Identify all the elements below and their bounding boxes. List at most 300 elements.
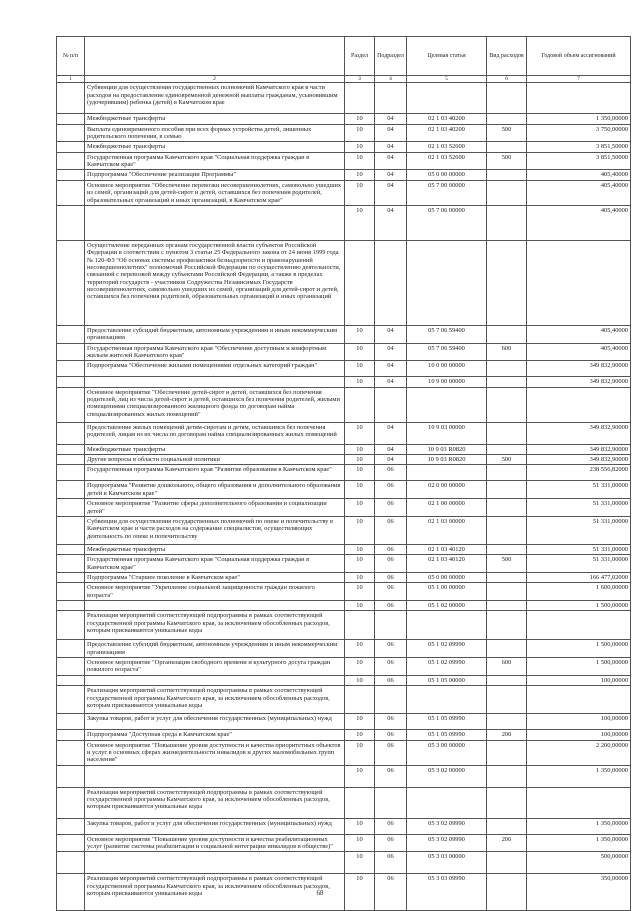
cell-amount: 1 350,00000 bbox=[527, 114, 631, 124]
cell-num bbox=[57, 343, 85, 361]
cell-podrazdel: 06 bbox=[375, 874, 407, 911]
cell-vr bbox=[487, 205, 527, 240]
cell-vr bbox=[487, 601, 527, 611]
cell-podrazdel: 04 bbox=[375, 455, 407, 465]
cell-amount: 405,40000 bbox=[527, 325, 631, 343]
cell-num bbox=[57, 481, 85, 499]
cell-name bbox=[85, 765, 345, 787]
table-row bbox=[57, 444, 631, 454]
cell-name: Субвенции для осуществления государственных полномочий по опеке и попечительству в Камчатском крае и части расходов на содержание специалистов, осуществляющих деятельность по опеке и попечительству bbox=[85, 516, 345, 544]
cell-podrazdel: 06 bbox=[375, 818, 407, 834]
header-name bbox=[85, 37, 345, 76]
header-vr: Вид расходов bbox=[487, 37, 527, 76]
cell-num bbox=[57, 544, 85, 554]
cell-num bbox=[57, 675, 85, 685]
cell-vr bbox=[487, 170, 527, 180]
cell-name: Основное мероприятие "Повышение уровня доступности и качества реабилитационных услуг (развитие системы реабилитации и социальной интеграции инвалидов в обществе)" bbox=[85, 834, 345, 852]
cell-razdel bbox=[345, 787, 375, 818]
cell-podrazdel: 06 bbox=[375, 481, 407, 499]
cell-csr: 05 1 05 09990 bbox=[407, 714, 487, 730]
cell-podrazdel bbox=[375, 83, 407, 114]
cell-num bbox=[57, 422, 85, 444]
cell-name: Межбюджетные трансферты bbox=[85, 444, 345, 454]
cell-name: Межбюджетные трансферты bbox=[85, 114, 345, 124]
table-row bbox=[57, 170, 631, 180]
cell-amount: 405,40000 bbox=[527, 180, 631, 205]
cell-razdel: 10 bbox=[345, 640, 375, 658]
header-num: № п/п bbox=[57, 37, 85, 76]
cell-vr: 600 bbox=[487, 343, 527, 361]
cell-name: Реализация мероприятий соответствующей подпрограммы в рамках соответствующей государственной программы Камчатского края, за исключением обособленных расходов, которым присваиваются уникальные коды bbox=[85, 787, 345, 818]
cell-num bbox=[57, 714, 85, 730]
cell-razdel: 10 bbox=[345, 205, 375, 240]
cell-vr bbox=[487, 114, 527, 124]
cell-name: Подпрограмма "Обеспечение жилыми помещениями отдельных категорий граждан" bbox=[85, 361, 345, 377]
cell-amount: 349 832,90000 bbox=[527, 361, 631, 377]
cell-num bbox=[57, 142, 85, 152]
cell-razdel bbox=[345, 387, 375, 422]
cell-razdel bbox=[345, 83, 375, 114]
header-csr: Целевая статья bbox=[407, 37, 487, 76]
cell-num bbox=[57, 555, 85, 573]
cell-vr: 600 bbox=[487, 658, 527, 676]
table-row bbox=[57, 686, 631, 714]
cell-csr: 05 7 06 59400 bbox=[407, 343, 487, 361]
cell-podrazdel: 06 bbox=[375, 544, 407, 554]
table-row bbox=[57, 640, 631, 658]
table-row bbox=[57, 611, 631, 640]
cell-num bbox=[57, 516, 85, 544]
cell-amount: 51 331,00000 bbox=[527, 516, 631, 544]
cell-csr: 05 3 03 09990 bbox=[407, 874, 487, 911]
cell-num bbox=[57, 83, 85, 114]
cell-amount: 349 832,90000 bbox=[527, 422, 631, 444]
table-row bbox=[57, 142, 631, 152]
cell-amount: 1 350,00000 bbox=[527, 765, 631, 787]
cell-podrazdel: 04 bbox=[375, 325, 407, 343]
cell-num bbox=[57, 686, 85, 714]
cell-razdel: 10 bbox=[345, 465, 375, 481]
budget-table bbox=[56, 36, 631, 911]
cell-csr: 10 0 00 00000 bbox=[407, 361, 487, 377]
cell-num bbox=[57, 834, 85, 852]
cell-csr: 05 0 00 00000 bbox=[407, 170, 487, 180]
cell-podrazdel: 06 bbox=[375, 852, 407, 874]
cell-csr bbox=[407, 240, 487, 325]
cell-csr: 02 1 03 00000 bbox=[407, 516, 487, 544]
column-number: 1 bbox=[57, 76, 85, 83]
cell-csr bbox=[407, 611, 487, 640]
cell-podrazdel: 06 bbox=[375, 516, 407, 544]
cell-amount: 1 500,00000 bbox=[527, 601, 631, 611]
cell-num bbox=[57, 611, 85, 640]
cell-num bbox=[57, 377, 85, 387]
cell-vr bbox=[487, 180, 527, 205]
table-row bbox=[57, 325, 631, 343]
cell-podrazdel: 04 bbox=[375, 152, 407, 170]
cell-vr bbox=[487, 142, 527, 152]
cell-amount: 3 851,50000 bbox=[527, 152, 631, 170]
cell-podrazdel: 06 bbox=[375, 499, 407, 517]
cell-num bbox=[57, 180, 85, 205]
cell-podrazdel: 06 bbox=[375, 730, 407, 740]
cell-num bbox=[57, 152, 85, 170]
cell-razdel: 10 bbox=[345, 152, 375, 170]
cell-num bbox=[57, 114, 85, 124]
cell-name: Реализация мероприятий соответствующей подпрограммы в рамках соответствующей государственной программы Камчатского края, за исключением обособленных расходов, которым присваиваются уникальные коды bbox=[85, 686, 345, 714]
cell-razdel: 10 bbox=[345, 481, 375, 499]
cell-name: Субвенции для осуществления государственных полномочий Камчатского края в части расходов на предоставление единовременной денежной выплаты гражданам, усыновившим (удочерившим) ребенка (детей) в Камчатском крае bbox=[85, 83, 345, 114]
cell-podrazdel: 04 bbox=[375, 343, 407, 361]
cell-razdel: 10 bbox=[345, 675, 375, 685]
cell-name: Предоставление субсидий бюджетным, автономным учреждениям и иным некоммерческим организациям bbox=[85, 640, 345, 658]
table-row bbox=[57, 240, 631, 325]
cell-amount: 1 600,00000 bbox=[527, 583, 631, 601]
cell-podrazdel: 06 bbox=[375, 834, 407, 852]
table-row bbox=[57, 583, 631, 601]
cell-razdel: 10 bbox=[345, 544, 375, 554]
cell-name: Предоставление жилых помещений детям-сиротам и детям, оставшимся без попечения родителей, лицам из их числа по договорам найма специализированных жилых помещений bbox=[85, 422, 345, 444]
cell-csr: 05 3 02 00000 bbox=[407, 765, 487, 787]
table-body bbox=[57, 83, 631, 911]
cell-csr: 05 7 06 59400 bbox=[407, 325, 487, 343]
table-row bbox=[57, 361, 631, 377]
cell-podrazdel bbox=[375, 611, 407, 640]
cell-vr: 200 bbox=[487, 730, 527, 740]
cell-vr bbox=[487, 611, 527, 640]
cell-amount: 500,00000 bbox=[527, 852, 631, 874]
cell-csr bbox=[407, 465, 487, 481]
cell-vr: 200 bbox=[487, 834, 527, 852]
cell-num bbox=[57, 465, 85, 481]
cell-name: Основное мероприятие "Укрепление социальной защищенности граждан пожилого возраста" bbox=[85, 583, 345, 601]
cell-name: Государственная программа Камчатского края "Обеспечение доступным и комфортным жильем жителей Камчатского края" bbox=[85, 343, 345, 361]
table-row bbox=[57, 180, 631, 205]
table-row bbox=[57, 205, 631, 240]
cell-num bbox=[57, 170, 85, 180]
cell-vr bbox=[487, 818, 527, 834]
cell-razdel: 10 bbox=[345, 852, 375, 874]
column-number: 7 bbox=[527, 76, 631, 83]
table-row bbox=[57, 516, 631, 544]
column-number: 5 bbox=[407, 76, 487, 83]
table-row bbox=[57, 658, 631, 676]
cell-vr bbox=[487, 444, 527, 454]
cell-razdel: 10 bbox=[345, 377, 375, 387]
cell-razdel bbox=[345, 240, 375, 325]
cell-csr bbox=[407, 686, 487, 714]
cell-name: Подпрограмма "Доступная среда в Камчатском крае" bbox=[85, 730, 345, 740]
cell-csr bbox=[407, 387, 487, 422]
cell-razdel: 10 bbox=[345, 422, 375, 444]
cell-podrazdel: 06 bbox=[375, 740, 407, 765]
cell-amount: 349 832,90000 bbox=[527, 455, 631, 465]
cell-csr: 05 1 02 09990 bbox=[407, 658, 487, 676]
cell-vr bbox=[487, 675, 527, 685]
cell-csr: 05 7 06 00000 bbox=[407, 205, 487, 240]
cell-num bbox=[57, 658, 85, 676]
cell-name: Государственная программа Камчатского края "Развитие образования в Камчатском крае" bbox=[85, 465, 345, 481]
cell-num bbox=[57, 852, 85, 874]
cell-csr: 05 3 03 00000 bbox=[407, 852, 487, 874]
cell-podrazdel: 04 bbox=[375, 361, 407, 377]
cell-razdel: 10 bbox=[345, 730, 375, 740]
cell-vr bbox=[487, 544, 527, 554]
column-number: 6 bbox=[487, 76, 527, 83]
cell-amount: 349 832,90000 bbox=[527, 377, 631, 387]
cell-podrazdel: 06 bbox=[375, 658, 407, 676]
cell-name bbox=[85, 852, 345, 874]
header-razdel: Раздел bbox=[345, 37, 375, 76]
cell-vr bbox=[487, 387, 527, 422]
cell-num bbox=[57, 740, 85, 765]
cell-amount: 349 832,90000 bbox=[527, 444, 631, 454]
table-row bbox=[57, 852, 631, 874]
cell-name: Основное мероприятие "Организация свободного времени и культурного досуга граждан пожилого возраста" bbox=[85, 658, 345, 676]
cell-num bbox=[57, 499, 85, 517]
cell-podrazdel bbox=[375, 240, 407, 325]
cell-amount bbox=[527, 240, 631, 325]
cell-razdel: 10 bbox=[345, 114, 375, 124]
cell-vr bbox=[487, 740, 527, 765]
cell-razdel: 10 bbox=[345, 765, 375, 787]
cell-amount: 100,00000 bbox=[527, 714, 631, 730]
cell-vr: 500 bbox=[487, 124, 527, 142]
cell-podrazdel: 06 bbox=[375, 675, 407, 685]
cell-num bbox=[57, 240, 85, 325]
cell-csr: 02 1 00 00000 bbox=[407, 499, 487, 517]
cell-razdel: 10 bbox=[345, 583, 375, 601]
cell-name: Реализация мероприятий соответствующей подпрограммы в рамках соответствующей государственной программы Камчатского края, за исключением обособленных расходов, которым присваиваются уникальные коды bbox=[85, 874, 345, 911]
cell-name: Подпрограмма "Обеспечение реализации Программы" bbox=[85, 170, 345, 180]
cell-razdel: 10 bbox=[345, 455, 375, 465]
cell-razdel: 10 bbox=[345, 555, 375, 573]
cell-razdel: 10 bbox=[345, 834, 375, 852]
cell-num bbox=[57, 640, 85, 658]
cell-podrazdel: 04 bbox=[375, 444, 407, 454]
cell-razdel bbox=[345, 611, 375, 640]
cell-csr: 02 1 03 40120 bbox=[407, 544, 487, 554]
cell-razdel: 10 bbox=[345, 325, 375, 343]
cell-vr bbox=[487, 361, 527, 377]
table-row bbox=[57, 152, 631, 170]
cell-vr bbox=[487, 714, 527, 730]
cell-csr: 05 3 02 09990 bbox=[407, 818, 487, 834]
cell-num bbox=[57, 325, 85, 343]
cell-amount bbox=[527, 686, 631, 714]
cell-vr bbox=[487, 640, 527, 658]
cell-podrazdel: 06 bbox=[375, 640, 407, 658]
cell-vr bbox=[487, 499, 527, 517]
cell-amount: 238 556,82000 bbox=[527, 465, 631, 481]
cell-podrazdel bbox=[375, 787, 407, 818]
table-row bbox=[57, 499, 631, 517]
table-row bbox=[57, 114, 631, 124]
cell-razdel: 10 bbox=[345, 180, 375, 205]
cell-name: Предоставление субсидий бюджетным, автономным учреждениям и иным некоммерческим организациям bbox=[85, 325, 345, 343]
cell-csr: 05 1 02 00000 bbox=[407, 601, 487, 611]
table-row bbox=[57, 787, 631, 818]
cell-csr: 05 1 05 09990 bbox=[407, 730, 487, 740]
table-row bbox=[57, 387, 631, 422]
cell-amount bbox=[527, 611, 631, 640]
cell-podrazdel: 06 bbox=[375, 465, 407, 481]
cell-razdel: 10 bbox=[345, 714, 375, 730]
cell-name bbox=[85, 675, 345, 685]
table-row bbox=[57, 555, 631, 573]
cell-name: Государственная программа Камчатского края "Социальная поддержка граждан в Камчатском крае" bbox=[85, 152, 345, 170]
cell-razdel: 10 bbox=[345, 601, 375, 611]
cell-vr bbox=[487, 516, 527, 544]
cell-vr: 500 bbox=[487, 152, 527, 170]
cell-num bbox=[57, 124, 85, 142]
cell-csr: 10 9 03 R0820 bbox=[407, 444, 487, 454]
cell-podrazdel: 04 bbox=[375, 180, 407, 205]
cell-csr bbox=[407, 787, 487, 818]
column-number-row bbox=[57, 76, 631, 83]
cell-name: Государственная программа Камчатского края "Социальная поддержка граждан в Камчатском крае" bbox=[85, 555, 345, 573]
cell-vr: 500 bbox=[487, 555, 527, 573]
cell-amount: 100,00000 bbox=[527, 730, 631, 740]
cell-razdel: 10 bbox=[345, 516, 375, 544]
table-row bbox=[57, 377, 631, 387]
column-number: 4 bbox=[375, 76, 407, 83]
cell-amount: 3 851,50000 bbox=[527, 142, 631, 152]
cell-razdel: 10 bbox=[345, 124, 375, 142]
cell-csr: 05 0 00 00000 bbox=[407, 572, 487, 582]
cell-num bbox=[57, 730, 85, 740]
table-row bbox=[57, 730, 631, 740]
cell-podrazdel: 04 bbox=[375, 205, 407, 240]
cell-amount bbox=[527, 83, 631, 114]
table-row bbox=[57, 422, 631, 444]
cell-podrazdel: 04 bbox=[375, 377, 407, 387]
page-number: 68 bbox=[316, 889, 324, 897]
cell-amount: 1 500,00000 bbox=[527, 640, 631, 658]
cell-name: Закупка товаров, работ и услуг для обеспечения государственных (муниципальных) нужд bbox=[85, 714, 345, 730]
cell-csr: 02 1 03 40200 bbox=[407, 124, 487, 142]
cell-amount bbox=[527, 787, 631, 818]
cell-csr: 02 0 00 00000 bbox=[407, 481, 487, 499]
cell-podrazdel: 06 bbox=[375, 555, 407, 573]
cell-num bbox=[57, 572, 85, 582]
cell-vr bbox=[487, 765, 527, 787]
cell-amount: 1 500,00000 bbox=[527, 658, 631, 676]
cell-csr: 05 1 05 00000 bbox=[407, 675, 487, 685]
table-row bbox=[57, 481, 631, 499]
cell-num bbox=[57, 765, 85, 787]
cell-amount: 51 331,00000 bbox=[527, 499, 631, 517]
cell-name: Закупка товаров, работ и услуг для обеспечения государственных (муниципальных) нужд bbox=[85, 818, 345, 834]
cell-csr: 02 1 03 40200 bbox=[407, 114, 487, 124]
cell-amount: 2 200,00000 bbox=[527, 740, 631, 765]
cell-num bbox=[57, 444, 85, 454]
cell-podrazdel: 06 bbox=[375, 572, 407, 582]
cell-vr bbox=[487, 583, 527, 601]
header-amount: Годовой объем ассигнований bbox=[527, 37, 631, 76]
column-number: 3 bbox=[345, 76, 375, 83]
cell-podrazdel: 06 bbox=[375, 714, 407, 730]
cell-csr: 05 1 02 09990 bbox=[407, 640, 487, 658]
cell-name: Реализация мероприятий соответствующей подпрограммы в рамках соответствующей государственной программы Камчатского края, за исключением обособленных расходов, которым присваиваются уникальные коды bbox=[85, 611, 345, 640]
table-row bbox=[57, 572, 631, 582]
cell-vr bbox=[487, 465, 527, 481]
cell-podrazdel: 06 bbox=[375, 765, 407, 787]
cell-podrazdel bbox=[375, 686, 407, 714]
cell-name: Выплата единовременного пособия при всех формах устройства детей, лишенных родительского попечения, в семью bbox=[85, 124, 345, 142]
cell-name bbox=[85, 601, 345, 611]
cell-podrazdel bbox=[375, 387, 407, 422]
cell-num bbox=[57, 787, 85, 818]
table-row bbox=[57, 455, 631, 465]
cell-vr: 500 bbox=[487, 455, 527, 465]
cell-amount: 405,40000 bbox=[527, 170, 631, 180]
cell-vr bbox=[487, 481, 527, 499]
table-row bbox=[57, 740, 631, 765]
cell-razdel: 10 bbox=[345, 170, 375, 180]
cell-num bbox=[57, 818, 85, 834]
cell-amount: 405,40000 bbox=[527, 343, 631, 361]
cell-csr: 05 3 02 09990 bbox=[407, 834, 487, 852]
cell-csr bbox=[407, 83, 487, 114]
table-row bbox=[57, 343, 631, 361]
cell-razdel: 10 bbox=[345, 343, 375, 361]
cell-podrazdel: 06 bbox=[375, 601, 407, 611]
cell-name: Другие вопросы в области социальной политики bbox=[85, 455, 345, 465]
cell-vr bbox=[487, 572, 527, 582]
cell-name: Основное мероприятие "Обеспечение детей-сирот и детей, оставшихся без попечения родителей, лиц из числа детей-сирот и детей, оставшихся без попечения родителей, жилыми помещениями специализированного жилищного фонда по договорам найма специализированных жилых помещений" bbox=[85, 387, 345, 422]
cell-razdel: 10 bbox=[345, 874, 375, 911]
table-row bbox=[57, 465, 631, 481]
cell-amount: 350,00000 bbox=[527, 874, 631, 911]
cell-razdel: 10 bbox=[345, 658, 375, 676]
cell-podrazdel: 04 bbox=[375, 170, 407, 180]
cell-vr bbox=[487, 787, 527, 818]
cell-razdel: 10 bbox=[345, 444, 375, 454]
cell-name: Основное мероприятие "Развитие сферы дополнительного образования и социализации детей" bbox=[85, 499, 345, 517]
table-row bbox=[57, 765, 631, 787]
cell-razdel: 10 bbox=[345, 572, 375, 582]
cell-name: Подпрограмма "Развитие дошкольного, общего образования и дополнительного образования детей в Камчатском крае" bbox=[85, 481, 345, 499]
cell-name: Подпрограмма "Старшее поколение в Камчатском крае" bbox=[85, 572, 345, 582]
cell-amount: 100,00000 bbox=[527, 675, 631, 685]
cell-razdel: 10 bbox=[345, 361, 375, 377]
cell-num bbox=[57, 583, 85, 601]
cell-podrazdel: 04 bbox=[375, 422, 407, 444]
cell-name: Осуществление переданных органам государственной власти субъектов Российской Федерации в соответствии с пунктом 3 статьи 25 Федерального закона от 24 июня 1999 года № 120-ФЗ "Об основах системы профилактики безнадзорности и правонарушений несовершеннолетних" полномочий Российской Федерации по осуществлению деятельности, связанной с перевозкой между субъектами Российской Федерации, а также в пределах территорий государств - участников Содружества Независимых Государств несовершеннолетних, самовольно ушедших из семей, организаций для детей-сирот и детей, оставшихся без попечения родителей, образовательных организаций и иных организаций bbox=[85, 240, 345, 325]
cell-podrazdel: 04 bbox=[375, 114, 407, 124]
cell-name bbox=[85, 377, 345, 387]
cell-csr: 05 1 00 00000 bbox=[407, 583, 487, 601]
cell-name bbox=[85, 205, 345, 240]
column-number: 2 bbox=[85, 76, 345, 83]
table-row bbox=[57, 124, 631, 142]
cell-amount: 1 350,00000 bbox=[527, 818, 631, 834]
cell-podrazdel: 06 bbox=[375, 583, 407, 601]
table-row bbox=[57, 601, 631, 611]
table-row bbox=[57, 83, 631, 114]
cell-name: Межбюджетные трансферты bbox=[85, 544, 345, 554]
cell-vr bbox=[487, 240, 527, 325]
cell-amount: 405,40000 bbox=[527, 205, 631, 240]
table-row bbox=[57, 544, 631, 554]
cell-num bbox=[57, 387, 85, 422]
cell-vr bbox=[487, 377, 527, 387]
cell-razdel: 10 bbox=[345, 142, 375, 152]
cell-name: Основное мероприятие "Повышение уровня доступности и качества приоритетных объектов и услуг в основных сферах жизнедеятельности инвалидов и других маломобильных групп населения" bbox=[85, 740, 345, 765]
cell-vr bbox=[487, 852, 527, 874]
cell-vr bbox=[487, 325, 527, 343]
